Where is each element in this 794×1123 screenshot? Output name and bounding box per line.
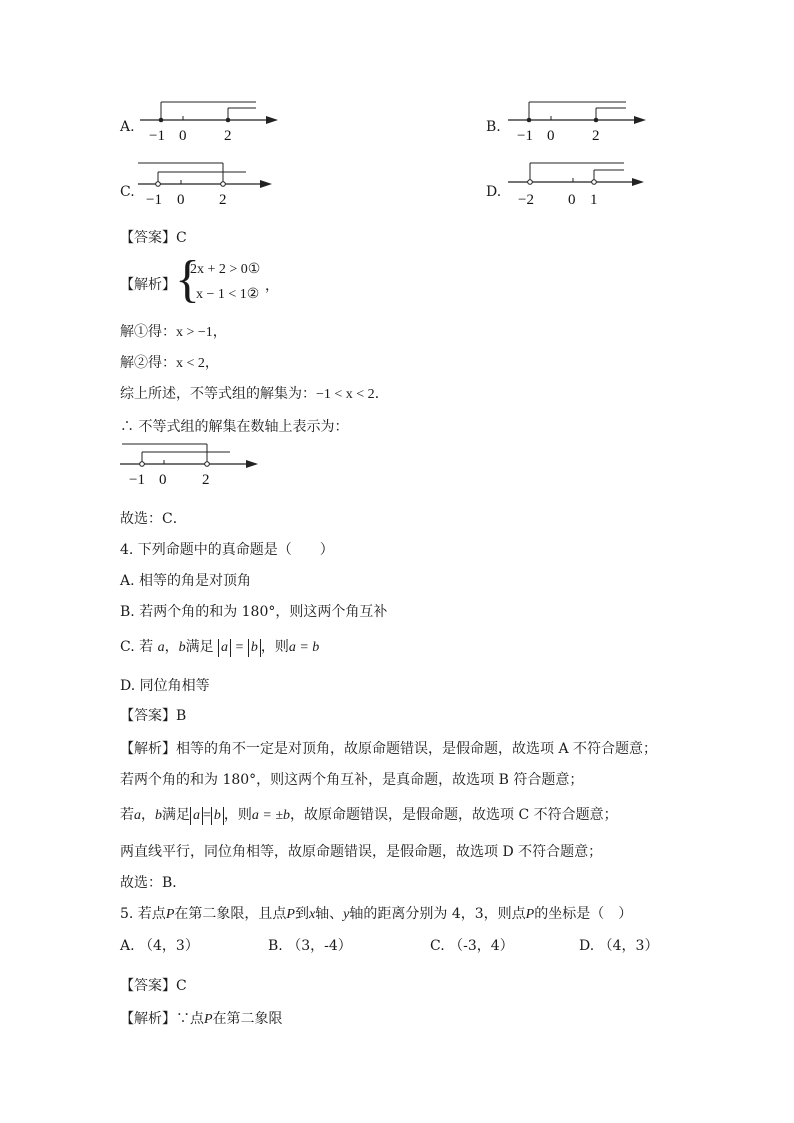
axis-arrow bbox=[634, 116, 646, 124]
point-minus1-open bbox=[140, 462, 145, 467]
tick-label: −1 bbox=[149, 128, 165, 144]
point-one-open bbox=[592, 180, 597, 185]
summary-prefix: 综上所述，不等式组的解集为： bbox=[120, 386, 316, 402]
point-two-open bbox=[205, 462, 210, 467]
system-line-1: 2x + 2 > 0① bbox=[190, 262, 261, 277]
tick-label: −1 bbox=[129, 472, 145, 488]
q4-c-mid: 满足 bbox=[185, 639, 214, 655]
q5-option-d: D. （4，3） bbox=[579, 938, 659, 954]
system-line-2: x − 1 < 1② bbox=[196, 287, 260, 302]
q4-l3-suffix: ，故原命题错误，是假命题，故选项 C 不符合题意； bbox=[290, 807, 618, 823]
tick-label: 0 bbox=[179, 128, 187, 144]
q5-stem-part: 的坐标是（ ） bbox=[534, 906, 633, 922]
tick-label: 2 bbox=[202, 472, 210, 488]
q4-l3-mid: 满足 bbox=[162, 807, 190, 823]
step-1-prefix: 解①得： bbox=[120, 324, 176, 340]
summary-suffix: ． bbox=[374, 386, 389, 402]
option-a-letter: A. bbox=[120, 119, 135, 135]
option-b-letter: B. bbox=[486, 119, 501, 135]
q4-c-prefix: C. 若 bbox=[120, 639, 154, 655]
q4-choice: 故选：B． bbox=[120, 875, 187, 891]
point-two bbox=[594, 118, 599, 123]
var-a: a bbox=[134, 808, 141, 823]
q4-c-result: a = b bbox=[288, 640, 320, 655]
q5-stem-part: 5. 若点 bbox=[120, 906, 166, 922]
point-two bbox=[226, 118, 231, 123]
q5-analysis-part: 在第二象限 bbox=[212, 1011, 283, 1027]
tick-label: 0 bbox=[159, 472, 167, 488]
q5-option-c: C. （-3，4） bbox=[430, 938, 514, 954]
q3-answer: 【答案】C bbox=[120, 230, 187, 246]
tick-label: 2 bbox=[592, 128, 600, 144]
q4-option-a: A. 相等的角是对顶角 bbox=[120, 573, 252, 589]
option-c-number-line bbox=[136, 158, 286, 208]
q4-analysis-text-1: 相等的角不一定是对顶角，故原命题错误，是假命题，故选项 A 不符合题意； bbox=[176, 741, 658, 757]
q4-analysis-line-4: 两直线平行，同位角相等，故原命题错误，是假命题，故选项 D 不符合题意； bbox=[120, 844, 603, 860]
tick-label: 2 bbox=[219, 192, 227, 208]
q4-analysis-line-3 bbox=[120, 806, 618, 825]
tick-label: 0 bbox=[177, 192, 185, 208]
q4-answer: 【答案】B bbox=[120, 708, 187, 724]
abs-a: a bbox=[218, 639, 231, 657]
tick-label: 1 bbox=[590, 192, 598, 208]
q4-l3-then: ，则 bbox=[223, 807, 252, 823]
abs-b: b bbox=[211, 807, 224, 825]
q3-choice: 故选：C． bbox=[120, 511, 187, 527]
step-1-suffix: ， bbox=[212, 324, 227, 340]
q3-analysis-label: 【解析】 bbox=[120, 277, 176, 293]
option-b-number-line bbox=[506, 96, 656, 146]
q4-l3-result: a = ±b bbox=[251, 808, 291, 823]
q5-answer: 【答案】C bbox=[120, 978, 187, 994]
q4-option-b: B. 若两个角的和为 180°，则这两个角互补 bbox=[120, 604, 388, 620]
point-minus1 bbox=[159, 118, 164, 123]
equals-sign: = bbox=[203, 808, 211, 823]
option-c-letter: C. bbox=[120, 184, 135, 200]
tick-label: −2 bbox=[518, 192, 534, 208]
point-minus1-open bbox=[156, 182, 161, 187]
therefore-line: ∴ 不等式组的解集在数轴上表示为： bbox=[120, 419, 349, 435]
step-2-prefix: 解②得： bbox=[120, 355, 176, 371]
axis-arrow bbox=[632, 178, 644, 186]
q5-analysis bbox=[120, 1010, 283, 1029]
axis-arrow bbox=[246, 460, 258, 468]
q5-stem-part: 轴、 bbox=[315, 906, 344, 922]
var-b: b bbox=[178, 640, 186, 655]
step-2-suffix: ， bbox=[204, 355, 219, 371]
system-brace: { bbox=[175, 251, 200, 308]
tick-label: 0 bbox=[568, 192, 576, 208]
q5-analysis-label: 【解析】 bbox=[120, 1011, 176, 1027]
q5-stem-part: 在第二象限，且点 bbox=[174, 906, 287, 922]
q5-option-b: B. （3，-4） bbox=[268, 938, 352, 954]
point-minus2-open bbox=[528, 180, 533, 185]
q4-stem: 4. 下列命题中的真命题是（ ） bbox=[120, 542, 334, 558]
option-d-letter: D. bbox=[486, 184, 502, 200]
q4-analysis-line-2: 若两个角的和为 180°，则这两个角互补，是真命题，故选项 B 符合题意； bbox=[120, 772, 584, 788]
q5-analysis-part: ∵点 bbox=[176, 1011, 204, 1027]
var-b: b bbox=[155, 808, 162, 823]
summary bbox=[120, 385, 389, 404]
option-a-number-line bbox=[138, 96, 288, 146]
solution-number-line bbox=[118, 440, 268, 490]
var-x: x bbox=[308, 907, 316, 922]
var-y: y bbox=[343, 907, 350, 922]
abs-a: a bbox=[190, 807, 203, 825]
var-p: P bbox=[204, 1012, 213, 1027]
q5-stem bbox=[120, 905, 632, 924]
q4-l3-sep: ， bbox=[141, 807, 155, 823]
equals-sign: = bbox=[235, 640, 244, 655]
step-2-math: x < 2 bbox=[176, 356, 205, 371]
var-p: P bbox=[525, 907, 535, 922]
system-comma: ， bbox=[265, 278, 279, 294]
var-p: P bbox=[165, 907, 175, 922]
axis-arrow bbox=[260, 180, 272, 188]
tick-label: 0 bbox=[547, 128, 555, 144]
q4-c-sep: ， bbox=[164, 639, 179, 655]
q5-option-a: A. （4，3） bbox=[120, 938, 199, 954]
q4-option-d: D. 同位角相等 bbox=[120, 678, 210, 694]
axis-arrow bbox=[266, 116, 278, 124]
tick-label: 2 bbox=[224, 128, 232, 144]
q5-stem-part: 轴的距离分别为 4，3，则点 bbox=[349, 906, 526, 922]
var-a: a bbox=[157, 640, 165, 655]
step-1-math: x > −1 bbox=[176, 325, 213, 340]
q5-stem-part: 到 bbox=[294, 906, 309, 922]
q4-analysis-label: 【解析】 bbox=[120, 741, 176, 757]
point-two-open bbox=[221, 182, 226, 187]
var-p: P bbox=[286, 907, 295, 922]
q4-l3-prefix: 若 bbox=[120, 807, 134, 823]
q4-analysis-line-1 bbox=[120, 740, 657, 758]
option-d-number-line bbox=[506, 158, 656, 208]
summary-math: −1 < x < 2 bbox=[316, 387, 375, 402]
point-minus1 bbox=[527, 118, 532, 123]
tick-label: −1 bbox=[146, 192, 162, 208]
q4-c-then: ，则 bbox=[260, 639, 289, 655]
tick-label: −1 bbox=[517, 128, 533, 144]
abs-b: b bbox=[248, 639, 261, 657]
q4-option-c bbox=[120, 638, 319, 657]
step-2 bbox=[120, 354, 219, 373]
step-1 bbox=[120, 323, 227, 342]
